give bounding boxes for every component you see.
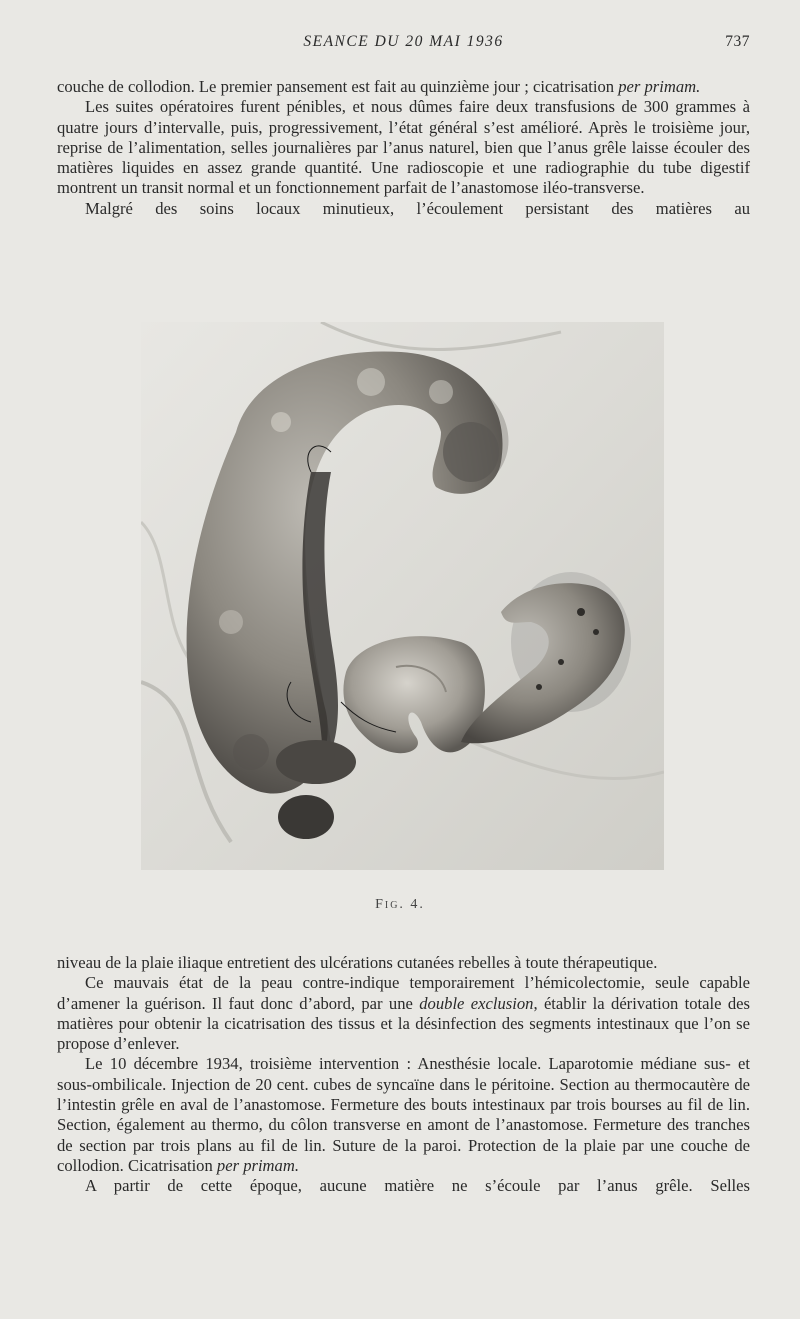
italic-phrase: per primam.: [618, 77, 701, 96]
text-block-top: [57, 77, 750, 219]
paragraph-text: couche de collodion. Le premier pansement est fait au quinzième jour ; cicatrisation: [57, 77, 619, 96]
running-title: SEANCE DU 20 MAI 1936: [303, 33, 504, 50]
italic-phrase: double exclusion: [419, 993, 534, 1013]
running-head: [57, 33, 750, 53]
paragraph-text: Ce mauvais état de la peau contre-indique temporairement l’hémicolectomie, seule capable d’amener la guérison. Il faut donc d’abord, par une: [57, 973, 750, 1013]
paragraph: Malgré des soins locaux minutieux, l’écoulement persistant des matières au: [85, 198, 750, 218]
italic-phrase: per primam.: [216, 1155, 299, 1175]
paragraph: Les suites opératoires furent pénibles, et nous dûmes faire deux transfusions de 300 grammes à quatre jours d’intervalle, puis, progressivement, l’état général s’est amélioré. Après le troisième jour, reprise de l’alimentation, selles journalières par l’anus naturel, bien que l’anus grêle laisse écouler des matières liquides en assez grande quantité. Une radioscopie et une radiographie du tube digestif montrent un transit normal et un fonctionnement parfait de l’anastomose iléo-transverse.: [57, 97, 750, 198]
paragraph: A partir de cette époque, aucune matière ne s’écoule par l’anus grêle. Selles: [85, 1176, 750, 1196]
paragraph-text: Le 10 décembre 1934, troisième intervention : Anesthésie locale. Laparotomie médiane sus- et sous-ombilicale. Injection de 20 cent. cubes de syncaïne dans le péritoine. Section au thermocautère de l’intestin grêle en aval de l’anastomose. Fermeture des bouts intestinaux par trois bourses au fil de lin. Section, également au thermo, du côlon transverse en amont de l’anastomose. Fermeture des tranches de section par trois plans au fil de lin. Suture de la paroi. Protection de la plaie par une couche de collodion. Cicatrisation: [57, 1054, 750, 1175]
paragraph: [57, 973, 750, 1054]
page-number: 737: [725, 33, 750, 50]
figure-photograph: [141, 322, 664, 870]
paragraph: [57, 1054, 750, 1176]
paragraph-text: , établir la dérivation totale des matières pour obtenir la cicatrisation des tissus et la désinfection des segments intestinaux que l’on se propose d’enlever.: [57, 993, 750, 1054]
paragraph: niveau de la plaie iliaque entretient des ulcérations cutanées rebelles à toute thérapeutique.: [57, 953, 658, 972]
figure-caption: Fig. 4.: [375, 897, 425, 912]
paragraph: [57, 77, 750, 97]
text-block-bottom: [57, 953, 750, 1197]
